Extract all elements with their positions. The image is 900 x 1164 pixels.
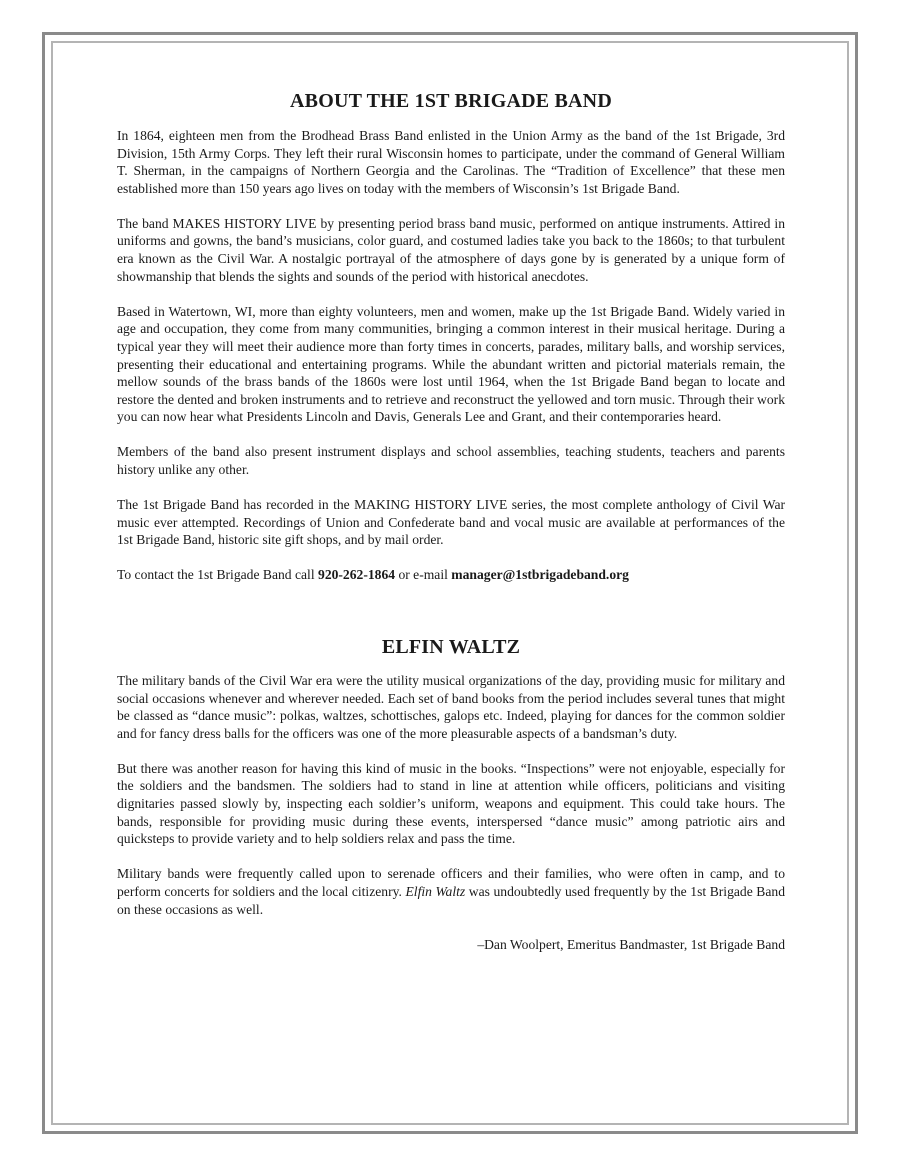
elfin-p3-title: Elfin Waltz: [405, 883, 466, 899]
elfin-paragraph-3: [117, 865, 785, 918]
section-title-about: ABOUT THE 1ST BRIGADE BAND: [290, 90, 612, 112]
about-paragraph-3: Based in Watertown, WI, more than eighty volunteers, men and women, make up the 1st Brigade Band. Widely varied in age and occupation, they come from many communities, bringing a common interest in their musical heritage. During a typical year they will meet their audience more than forty times in concerts, parades, military balls, and worship services, presenting their educational and entertaining programs. While the abundant written and pictorial materials remain, the mellow sounds of the brass bands of the 1860s were lost until 1964, when the 1st Brigade Band began to locate and restore the dented and broken instruments and to retrieve and reconstruct the yellowed and torn music. Through their work you can now hear what Presidents Lincoln and Davis, Generals Lee and Grant, and their contemporaries heard.: [117, 303, 785, 425]
signature: –Dan Woolpert, Emeritus Bandmaster, 1st Brigade Band: [477, 936, 785, 952]
document-content: [117, 88, 785, 971]
elfin-paragraph-1: The military bands of the Civil War era were the utility musical organizations of the day, providing music for military and social occasions whenever and wherever needed. Each set of band books from the period includes several tunes that might be classed as “dance music”: polkas, waltzes, schottisches, galops etc. Indeed, playing for dances for the common soldier and for fancy dress balls for the officers was one of the more pleasurable aspects of a bandsman’s duty.: [117, 672, 785, 741]
elfin-p3-before: Military bands were frequently called upon to serenade officers and their families, who were often in camp, and to perform concerts for soldiers and the local citizenry.: [117, 866, 785, 899]
about-paragraph-2: The band MAKES HISTORY LIVE by presenting period brass band music, performed on antique instruments. Attired in uniforms and gowns, the band’s musicians, color guard, and costumed ladies take you back to the 1860s; to that turbulent era known as the Civil War. A nostalgic portrayal of the atmosphere of days gone by is generated by a unique form of showmanship that blends the sights and sounds of the period with historical anecdotes.: [117, 215, 785, 284]
elfin-p3-after: was undoubtedly used frequently by the 1st Brigade Band on these occasions as well.: [117, 883, 785, 917]
about-paragraph-5: The 1st Brigade Band has recorded in the MAKING HISTORY LIVE series, the most complete anthology of Civil War music ever attempted. Recordings of Union and Confederate band and vocal music are available at performances of the 1st Brigade Band, historic site gift shops, and by mail order.: [117, 497, 785, 548]
contact-middle: or e-mail: [395, 567, 452, 583]
contact-email: manager@1stbrigadeband.org: [451, 567, 629, 583]
elfin-paragraph-2: But there was another reason for having this kind of music in the books. “Inspections” were not enjoyable, especially for the soldiers and the bandsmen. The soldiers had to stand in line at attention while officers, politicians and visiting dignitaries passed slowly by, inspecting each soldier’s uniform, weapons and equipment. This could take hours. The bands, responsible for providing music during these events, interspersed “dance music” among patriotic airs and quicksteps to provide variety and to help soldiers relax and pass the time.: [117, 760, 785, 847]
about-paragraph-4: Members of the band also present instrument displays and school assemblies, teaching students, teachers and parents history unlike any other.: [117, 444, 785, 477]
contact-line: [117, 566, 785, 584]
section-title-elfin-waltz: ELFIN WALTZ: [381, 635, 521, 658]
contact-phone: 920-262-1864: [318, 567, 396, 583]
contact-prefix: To contact the 1st Brigade Band call: [117, 567, 319, 583]
about-paragraph-1: In 1864, eighteen men from the Brodhead Brass Band enlisted in the Union Army as the band of the 1st Brigade, 3rd Division, 15th Army Corps. They left their rural Wisconsin homes to participate, under the command of General William T. Sherman, in the campaigns of Northern Georgia and the Carolinas. The “Tradition of Excellence” that these men established more than 150 years ago lives on today with the members of Wisconsin’s 1st Brigade Band.: [117, 128, 785, 196]
